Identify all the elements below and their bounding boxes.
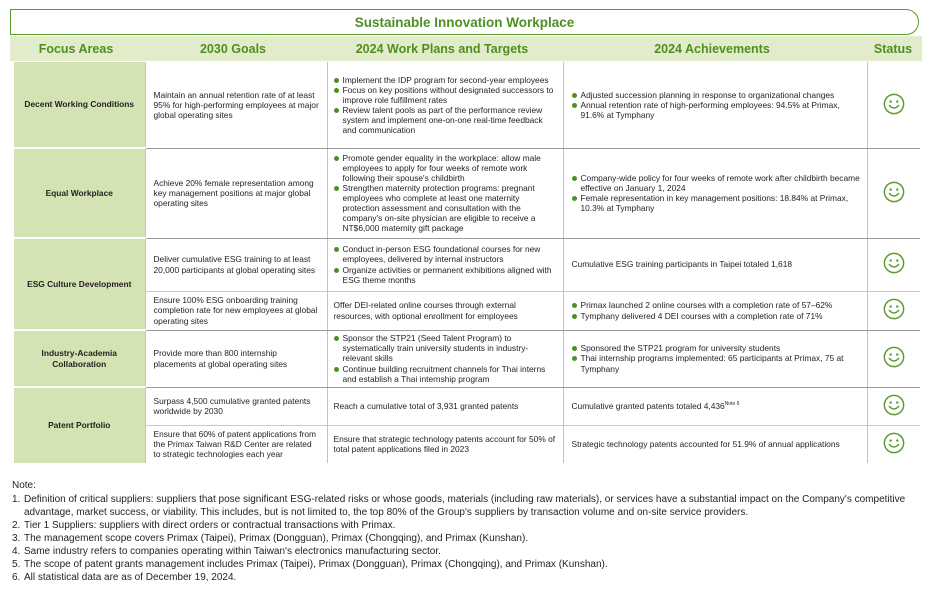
note-item: 5. The scope of patent grants management includes Primax (Taipei), Primax (Dongguan), Primax (Chongqing), and Primax (Kunshan). xyxy=(12,559,608,570)
status-cell xyxy=(867,148,920,238)
note-item: 6. All statistical data are as of December 19, 2024. xyxy=(12,572,237,583)
goal-cell: Provide more than 800 internship placements at global operating sites xyxy=(145,330,327,387)
achievement-cell xyxy=(563,148,867,238)
plan-item: Strengthen maternity protection programs: pregnant employees who complete at least one maternity protection assessment and consultation with the company's on-site physician are eligible to receive a NT$6,000 maternity gift package xyxy=(334,183,557,233)
table-row xyxy=(14,291,920,330)
focus-area-esg: ESG Culture Development xyxy=(14,238,145,330)
goal-cell: Surpass 4,500 cumulative granted patents worldwide by 2030 xyxy=(145,387,327,425)
footnote-marker: Note 6 xyxy=(724,401,740,408)
header-status: Status xyxy=(873,41,913,56)
table-row xyxy=(14,238,920,291)
achievement-cell xyxy=(563,291,867,330)
table-row xyxy=(14,425,920,463)
plan-cell xyxy=(327,148,563,238)
achievement-item: Thai internship programs implemented: 65 participants at Primax, 75 at Tymphany xyxy=(572,353,861,373)
plan-item: Review talent pools as part of the performance review system and implement one-on-one real-time feedback and communication xyxy=(334,105,557,135)
focus-area-decent: Decent Working Conditions xyxy=(14,62,145,148)
achievement-text: Cumulative granted patents totaled 4,436 xyxy=(571,400,725,411)
notes-section xyxy=(12,479,928,584)
notes-list xyxy=(12,493,928,584)
focus-area-equal: Equal Workplace xyxy=(14,148,145,238)
focus-area-industry: Industry-Academia Collaboration xyxy=(14,330,145,387)
achievement-item: Sponsored the STP21 program for university students xyxy=(572,343,861,353)
goal-cell: Deliver cumulative ESG training to at least 20,000 participants at global operating sites xyxy=(145,238,327,291)
header-focus-areas: Focus Areas xyxy=(38,41,114,56)
plan-cell: Reach a cumulative total of 3,931 granted patents xyxy=(327,387,563,425)
section-title-banner xyxy=(10,9,919,35)
plan-cell: Offer DEI-related online courses through external resources, with optional enrollment for employees xyxy=(327,291,563,330)
status-cell xyxy=(867,238,920,291)
achievement-cell xyxy=(563,330,867,387)
note-item: 4. Same industry refers to companies operating within Taiwan's electronics manufacturing sector. xyxy=(12,546,441,557)
table-row xyxy=(14,387,920,425)
goal-cell: Ensure 100% ESG onboarding training completion rate for new employees at global operating sites xyxy=(145,291,327,330)
plan-item: Organize activities or permanent exhibitions aligned with ESG theme months xyxy=(334,265,557,285)
table-header xyxy=(10,36,922,61)
achievement-cell: Strategic technology patents accounted for 51.9% of annual applications xyxy=(563,425,867,463)
note-item: 3. The management scope covers Primax (Taipei), Primax (Dongguan), Primax (Chongqing), and Primax (Kunshan). xyxy=(12,533,529,544)
table-row xyxy=(14,148,920,238)
achievement-cell: Cumulative ESG training participants in Taipei totaled 1,618 xyxy=(563,238,867,291)
plan-cell xyxy=(327,62,563,148)
goal-cell: Ensure that 60% of patent applications from the Primax Taiwan R&D Center are related to strategic technologies each year xyxy=(145,425,327,463)
smiley-face-icon xyxy=(883,298,905,320)
goal-cell: Achieve 20% female representation among key management positions at major global operating sites xyxy=(145,148,327,238)
header-2024-achievements: 2024 Achievements xyxy=(654,41,770,56)
achievement-cell xyxy=(563,62,867,148)
plan-cell xyxy=(327,330,563,387)
status-cell xyxy=(867,330,920,387)
achievement-item: Adjusted succession planning in response to organizational changes xyxy=(572,90,861,100)
workplace-table xyxy=(14,62,920,463)
goal-cell: Maintain an annual retention rate of at least 95% for high-performing employees at major global operating sites xyxy=(145,62,327,148)
note-item: 2. Tier 1 Suppliers: suppliers with direct orders or contractual transactions with Primax. xyxy=(12,520,396,531)
focus-area-patent: Patent Portfolio xyxy=(14,387,145,463)
plan-item: Sponsor the STP21 (Seed Talent Program) to systematically train university students in industry-relevant skills xyxy=(334,333,557,363)
status-cell xyxy=(867,387,920,425)
table-row xyxy=(14,62,920,148)
smiley-face-icon xyxy=(883,432,905,454)
plan-item: Implement the IDP program for second-year employees xyxy=(334,75,557,85)
status-cell xyxy=(867,425,920,463)
smiley-face-icon xyxy=(883,346,905,368)
plan-item: Conduct in-person ESG foundational courses for new employees, delivered by internal instructors xyxy=(334,244,557,264)
smiley-face-icon xyxy=(883,93,905,115)
achievement-item: Female representation in key management positions: 18.84% at Primax, 10.3% at Tymphany xyxy=(572,193,861,213)
header-2024-plans: 2024 Work Plans and Targets xyxy=(355,41,529,56)
note-item: 1. Definition of critical suppliers: suppliers that pose significant ESG-related risks or whose goods, materials (including raw materials), or services have a substantial impact on the Company's competitive advantage, market success, or viability. This includes, but is not limited to, the top 80% of the Group's suppliers by transaction volume and on-site service providers. xyxy=(12,494,906,518)
notes-heading: Note: xyxy=(12,480,36,491)
achievement-item: Annual retention rate of high-performing employees: 94.5% at Primax, 91.6% at Tymphany xyxy=(572,100,861,120)
smiley-face-icon xyxy=(883,394,905,416)
achievement-item: Primax launched 2 online courses with a completion rate of 57–62% xyxy=(572,300,861,310)
plan-item: Promote gender equality in the workplace: allow male employees to apply for four weeks of remote work following their spouse's childbirth xyxy=(334,153,557,183)
achievement-item: Tymphany delivered 4 DEI courses with a completion rate of 71% xyxy=(572,311,861,321)
table-row xyxy=(14,330,920,387)
status-cell xyxy=(867,291,920,330)
header-2030-goals: 2030 Goals xyxy=(199,41,266,56)
section-title: Sustainable Innovation Workplace xyxy=(354,14,575,30)
smiley-face-icon xyxy=(883,252,905,274)
achievement-cell xyxy=(563,387,867,425)
plan-cell: Ensure that strategic technology patents account for 50% of total patent applications filed in 2023 xyxy=(327,425,563,463)
plan-item: Focus on key positions without designated successors to improve role fulfillment rates xyxy=(334,85,557,105)
status-cell xyxy=(867,62,920,148)
plan-cell xyxy=(327,238,563,291)
smiley-face-icon xyxy=(883,181,905,203)
plan-item: Continue building recruitment channels for Thai interns and establish a Thai internship program xyxy=(334,364,557,384)
achievement-item: Company-wide policy for four weeks of remote work after childbirth became effective on January 1, 2024 xyxy=(572,173,861,193)
